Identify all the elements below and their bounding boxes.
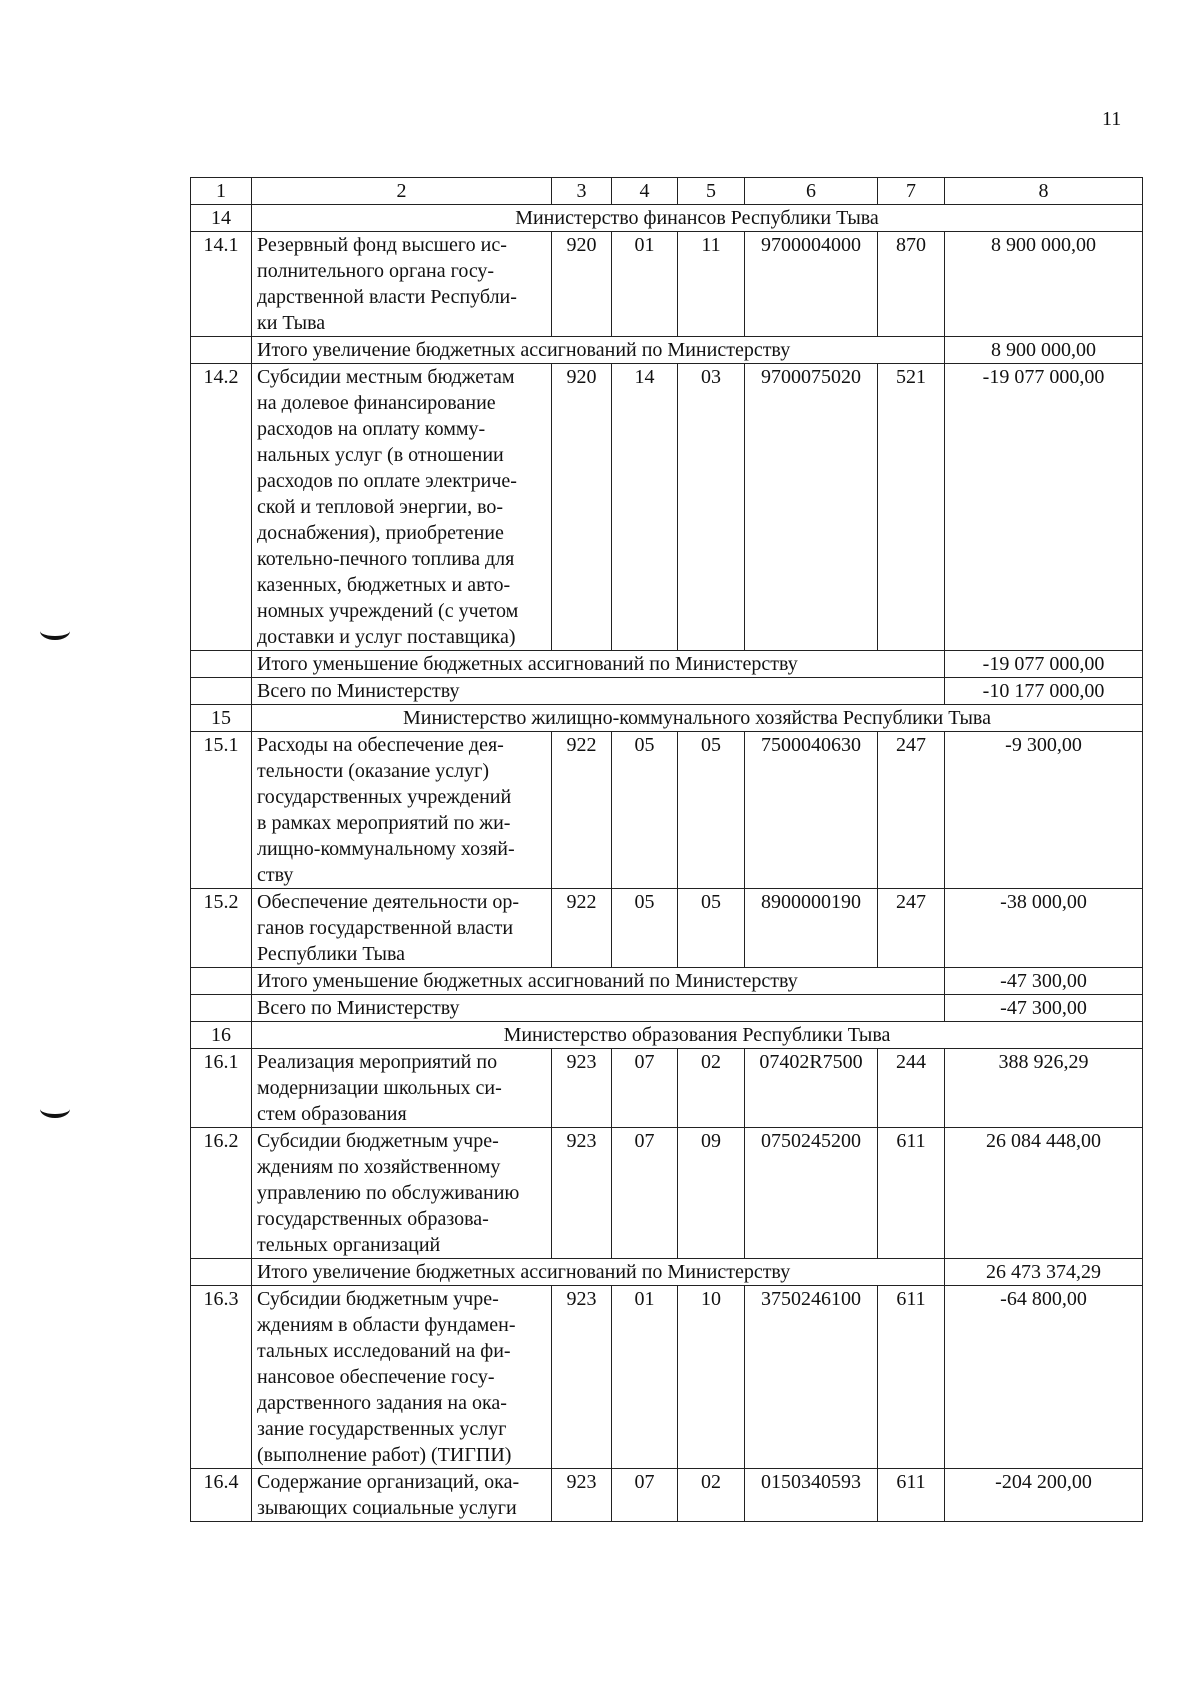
expense-type-code: 247 — [878, 889, 945, 968]
description-line: зание государственных услуг — [257, 1418, 507, 1440]
description-line: Республики Тыва — [257, 943, 406, 965]
description-line: дарственного задания на ока- — [257, 1392, 507, 1414]
amount: -204 200,00 — [945, 1469, 1143, 1522]
description-line: тельности (оказание услуг) — [257, 760, 489, 782]
description-line: Субсидии бюджетным учре- — [257, 1130, 499, 1152]
empty-cell — [191, 678, 252, 705]
expense-type-code: 244 — [878, 1049, 945, 1128]
total-label: Итого уменьшение бюджетных ассигнований по Министерству — [252, 651, 945, 678]
target-article-code: 07402R7500 — [745, 1049, 878, 1128]
target-article-code: 0750245200 — [745, 1128, 878, 1259]
scan-mark — [40, 622, 70, 640]
expense-type-code: 611 — [878, 1128, 945, 1259]
header-cell: 7 — [878, 178, 945, 205]
target-article-code: 3750246100 — [745, 1286, 878, 1469]
item-row — [191, 1049, 1143, 1128]
ministry-code: 920 — [552, 232, 612, 337]
item-row — [191, 1128, 1143, 1259]
ministry-code: 923 — [552, 1286, 612, 1469]
section-code: 01 — [612, 232, 678, 337]
subsection-code: 05 — [678, 732, 745, 889]
description-line: на долевое финансирование — [257, 392, 496, 414]
description-line: расходов на оплату комму- — [257, 418, 486, 440]
item-description — [252, 232, 552, 337]
section-code: 07 — [612, 1049, 678, 1128]
empty-cell — [191, 968, 252, 995]
total-label: Итого увеличение бюджетных ассигнований по Министерству — [252, 1259, 945, 1286]
item-row — [191, 1469, 1143, 1522]
section-row — [191, 705, 1143, 732]
description-line: Субсидии бюджетным учре- — [257, 1288, 499, 1310]
description-line: дарственной власти Республи- — [257, 286, 517, 308]
header-cell: 4 — [612, 178, 678, 205]
item-number: 14.1 — [191, 232, 252, 337]
ministry-code: 923 — [552, 1469, 612, 1522]
section-number: 15 — [191, 705, 252, 732]
description-line: ждениям по хозяйственному — [257, 1156, 501, 1178]
header-cell: 1 — [191, 178, 252, 205]
item-description — [252, 1049, 552, 1128]
table-body — [191, 178, 1143, 1522]
description-line: ки Тыва — [257, 312, 326, 334]
header-cell: 5 — [678, 178, 745, 205]
total-amount: -47 300,00 — [945, 968, 1143, 995]
total-row — [191, 337, 1143, 364]
amount: 8 900 000,00 — [945, 232, 1143, 337]
description-line: государственных учреждений — [257, 786, 512, 808]
description-line: ганов государственной власти — [257, 917, 514, 939]
expense-type-code: 611 — [878, 1469, 945, 1522]
total-label: Итого уменьшение бюджетных ассигнований по Министерству — [252, 968, 945, 995]
item-number: 14.2 — [191, 364, 252, 651]
section-title: Министерство финансов Республики Тыва — [252, 205, 1143, 232]
description-line: доставки и услуг поставщика) — [257, 626, 516, 648]
description-line: зывающих социальные услуги — [257, 1497, 517, 1519]
scan-mark — [40, 1100, 70, 1118]
description-line: номных учреждений (с учетом — [257, 600, 519, 622]
subsection-code: 09 — [678, 1128, 745, 1259]
description-line: Реализация мероприятий по — [257, 1051, 498, 1073]
total-row — [191, 968, 1143, 995]
item-number: 16.4 — [191, 1469, 252, 1522]
total-amount: -19 077 000,00 — [945, 651, 1143, 678]
total-label: Итого увеличение бюджетных ассигнований по Министерству — [252, 337, 945, 364]
section-code: 14 — [612, 364, 678, 651]
header-cell: 3 — [552, 178, 612, 205]
item-row — [191, 364, 1143, 651]
amount: 388 926,29 — [945, 1049, 1143, 1128]
description-line: лищно-коммунальному хозяй- — [257, 838, 515, 860]
description-line: Резервный фонд высшего ис- — [257, 234, 507, 256]
description-line: Содержание организаций, ока- — [257, 1471, 520, 1493]
header-cell: 8 — [945, 178, 1143, 205]
section-number: 16 — [191, 1022, 252, 1049]
page-number: 11 — [1102, 108, 1122, 130]
description-line: тельных организаций — [257, 1234, 441, 1256]
header-cell: 6 — [745, 178, 878, 205]
description-line: ской и тепловой энергии, во- — [257, 496, 504, 518]
description-line: расходов по оплате электриче- — [257, 470, 517, 492]
expense-type-code: 870 — [878, 232, 945, 337]
header-cell: 2 — [252, 178, 552, 205]
ministry-code: 923 — [552, 1128, 612, 1259]
section-code: 07 — [612, 1469, 678, 1522]
section-code: 05 — [612, 732, 678, 889]
header-row — [191, 178, 1143, 205]
description-line: (выполнение работ) (ТИГПИ) — [257, 1444, 512, 1466]
total-row — [191, 1259, 1143, 1286]
subsection-code: 03 — [678, 364, 745, 651]
section-title: Министерство жилищно-коммунального хозяйства Республики Тыва — [252, 705, 1143, 732]
item-row — [191, 889, 1143, 968]
total-amount: 8 900 000,00 — [945, 337, 1143, 364]
section-code: 05 — [612, 889, 678, 968]
subsection-code: 02 — [678, 1049, 745, 1128]
item-description — [252, 1469, 552, 1522]
amount: -19 077 000,00 — [945, 364, 1143, 651]
item-row — [191, 232, 1143, 337]
description-line: Обеспечение деятельности ор- — [257, 891, 520, 913]
description-line: полнительного органа госу- — [257, 260, 495, 282]
ministry-code: 922 — [552, 732, 612, 889]
expense-type-code: 247 — [878, 732, 945, 889]
section-code: 01 — [612, 1286, 678, 1469]
expense-type-code: 521 — [878, 364, 945, 651]
amount: -38 000,00 — [945, 889, 1143, 968]
item-number: 15.2 — [191, 889, 252, 968]
target-article-code: 7500040630 — [745, 732, 878, 889]
amount: 26 084 448,00 — [945, 1128, 1143, 1259]
empty-cell — [191, 1259, 252, 1286]
total-row — [191, 995, 1143, 1022]
ministry-code: 920 — [552, 364, 612, 651]
item-description — [252, 1128, 552, 1259]
item-row — [191, 732, 1143, 889]
description-line: Субсидии местным бюджетам — [257, 366, 515, 388]
item-row — [191, 1286, 1143, 1469]
empty-cell — [191, 651, 252, 678]
description-line: модернизации школьных си- — [257, 1077, 502, 1099]
target-article-code: 8900000190 — [745, 889, 878, 968]
total-label: Всего по Министерству — [252, 678, 945, 705]
item-number: 16.2 — [191, 1128, 252, 1259]
description-line: нансовое обеспечение госу- — [257, 1366, 495, 1388]
description-line: тальных исследований на фи- — [257, 1340, 511, 1362]
description-line: в рамках мероприятий по жи- — [257, 812, 511, 834]
description-line: нальных услуг (в отношении — [257, 444, 504, 466]
target-article-code: 9700004000 — [745, 232, 878, 337]
budget-table — [190, 177, 1143, 1522]
ministry-code: 922 — [552, 889, 612, 968]
total-label: Всего по Министерству — [252, 995, 945, 1022]
description-line: котельно-печного топлива для — [257, 548, 515, 570]
item-description — [252, 732, 552, 889]
empty-cell — [191, 995, 252, 1022]
subsection-code: 10 — [678, 1286, 745, 1469]
section-row — [191, 205, 1143, 232]
section-row — [191, 1022, 1143, 1049]
description-line: казенных, бюджетных и авто- — [257, 574, 511, 596]
description-line: государственных образова- — [257, 1208, 489, 1230]
target-article-code: 0150340593 — [745, 1469, 878, 1522]
total-amount: -10 177 000,00 — [945, 678, 1143, 705]
description-line: ству — [257, 864, 294, 886]
subsection-code: 11 — [678, 232, 745, 337]
section-code: 07 — [612, 1128, 678, 1259]
description-line: стем образования — [257, 1103, 407, 1125]
target-article-code: 9700075020 — [745, 364, 878, 651]
description-line: Расходы на обеспечение дея- — [257, 734, 504, 756]
description-line: ждениям в области фундамен- — [257, 1314, 516, 1336]
description-line: доснабжения), приобретение — [257, 522, 504, 544]
subsection-code: 05 — [678, 889, 745, 968]
section-number: 14 — [191, 205, 252, 232]
total-amount: 26 473 374,29 — [945, 1259, 1143, 1286]
amount: -64 800,00 — [945, 1286, 1143, 1469]
item-description — [252, 889, 552, 968]
ministry-code: 923 — [552, 1049, 612, 1128]
section-title: Министерство образования Республики Тыва — [252, 1022, 1143, 1049]
item-number: 15.1 — [191, 732, 252, 889]
item-description — [252, 364, 552, 651]
total-row — [191, 678, 1143, 705]
empty-cell — [191, 337, 252, 364]
total-row — [191, 651, 1143, 678]
total-amount: -47 300,00 — [945, 995, 1143, 1022]
amount: -9 300,00 — [945, 732, 1143, 889]
subsection-code: 02 — [678, 1469, 745, 1522]
item-number: 16.1 — [191, 1049, 252, 1128]
description-line: управлению по обслуживанию — [257, 1182, 520, 1204]
item-description — [252, 1286, 552, 1469]
item-number: 16.3 — [191, 1286, 252, 1469]
expense-type-code: 611 — [878, 1286, 945, 1469]
